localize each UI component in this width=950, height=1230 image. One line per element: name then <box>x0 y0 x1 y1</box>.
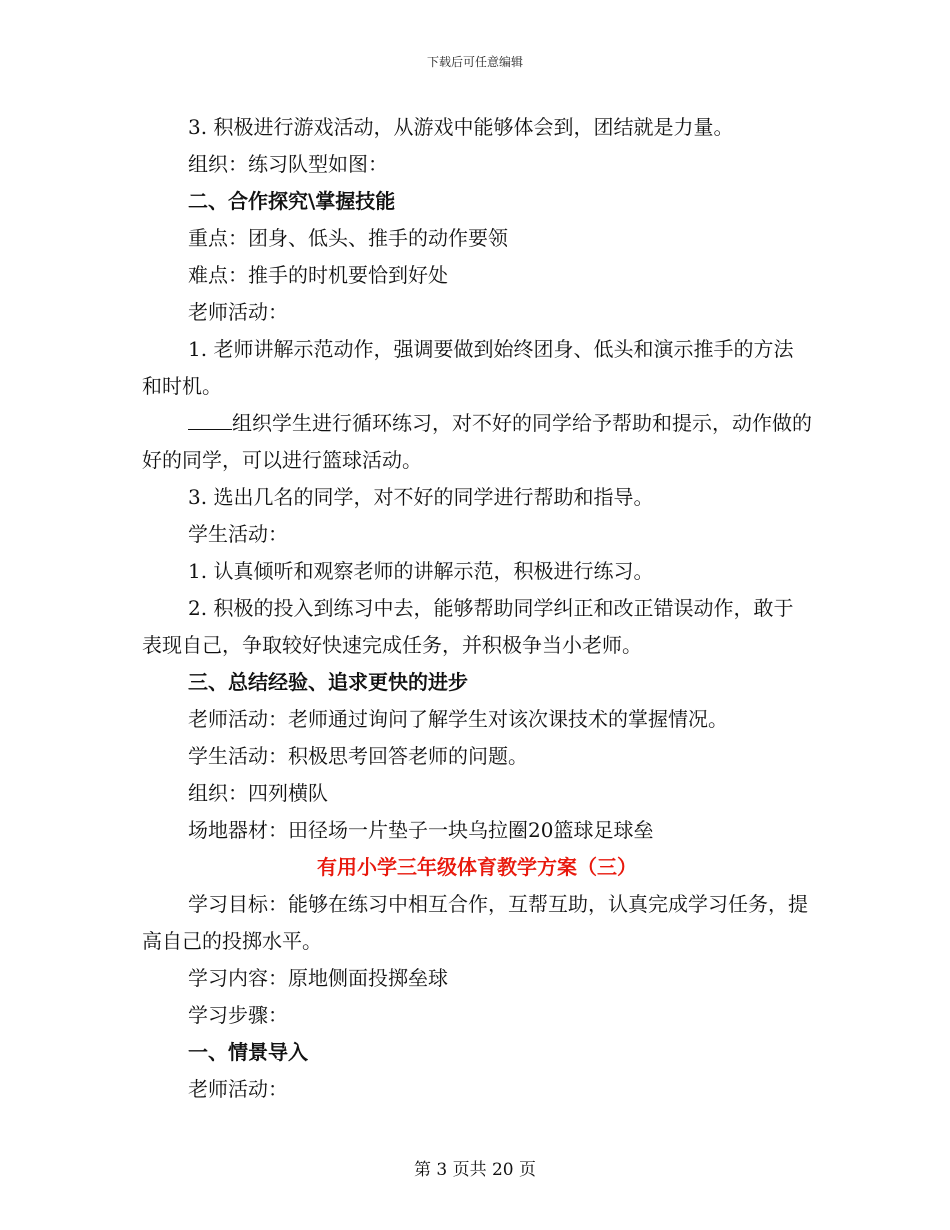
paragraph: 3. 积极进行游戏活动，从游戏中能够体会到，团结就是力量。 <box>188 115 734 139</box>
paragraph: 组织：练习队型如图： <box>188 152 388 176</box>
paragraph: 学习目标：能够在练习中相互合作，互帮互助，认真完成学习任务，提高自己的投掷水平。 <box>142 892 808 953</box>
section-heading: 一、情景导入 <box>188 1040 308 1064</box>
paragraph: 老师活动： <box>188 300 288 324</box>
paragraph: 学习步骤： <box>188 1003 288 1027</box>
paragraph <box>142 405 812 479</box>
paragraph: 2. 积极的投入到练习中去，能够帮助同学纠正和改正错误动作，敢于表现自己，争取较好快速完成任务，并积极争当小老师。 <box>142 596 794 657</box>
paragraph: 组织：四列横队 <box>188 781 328 805</box>
paragraph: 学习内容：原地侧面投掷垒球 <box>188 966 448 990</box>
paragraph: 3. 选出几名的同学，对不好的同学进行帮助和指导。 <box>188 485 654 509</box>
page-header-note: 下载后可任意编辑 <box>426 55 523 69</box>
document-body <box>142 109 812 1108</box>
paragraph: 难点：推手的时机要恰到好处 <box>188 263 448 287</box>
paragraph: 场地器材：田径场一片垫子一块乌拉圈20篮球足球垒 <box>188 818 654 842</box>
paragraph: 老师活动： <box>188 1077 288 1101</box>
paragraph: 学生活动：积极思考回答老师的问题。 <box>188 744 528 768</box>
document-title: 有用小学三年级体育教学方案（三） <box>317 855 637 879</box>
paragraph: 1. 认真倾听和观察老师的讲解示范，积极进行练习。 <box>188 559 654 583</box>
fill-blank <box>188 428 232 430</box>
page-number: 第 3 页共 20 页 <box>413 1160 537 1180</box>
paragraph: 老师活动：老师通过询问了解学生对该次课技术的掌握情况。 <box>188 707 728 731</box>
paragraph: 重点：团身、低头、推手的动作要领 <box>188 226 508 250</box>
paragraph: 学生活动： <box>188 522 288 546</box>
section-heading: 三、总结经验、追求更快的进步 <box>188 670 468 694</box>
section-heading: 二、合作探究\掌握技能 <box>188 189 396 213</box>
paragraph: 1. 老师讲解示范动作，强调要做到始终团身、低头和演示推手的方法和时机。 <box>142 337 794 398</box>
paragraph-text: 组织学生进行循环练习，对不好的同学给予帮助和提示，动作做的好的同学，可以进行篮球活动。 <box>142 411 812 472</box>
